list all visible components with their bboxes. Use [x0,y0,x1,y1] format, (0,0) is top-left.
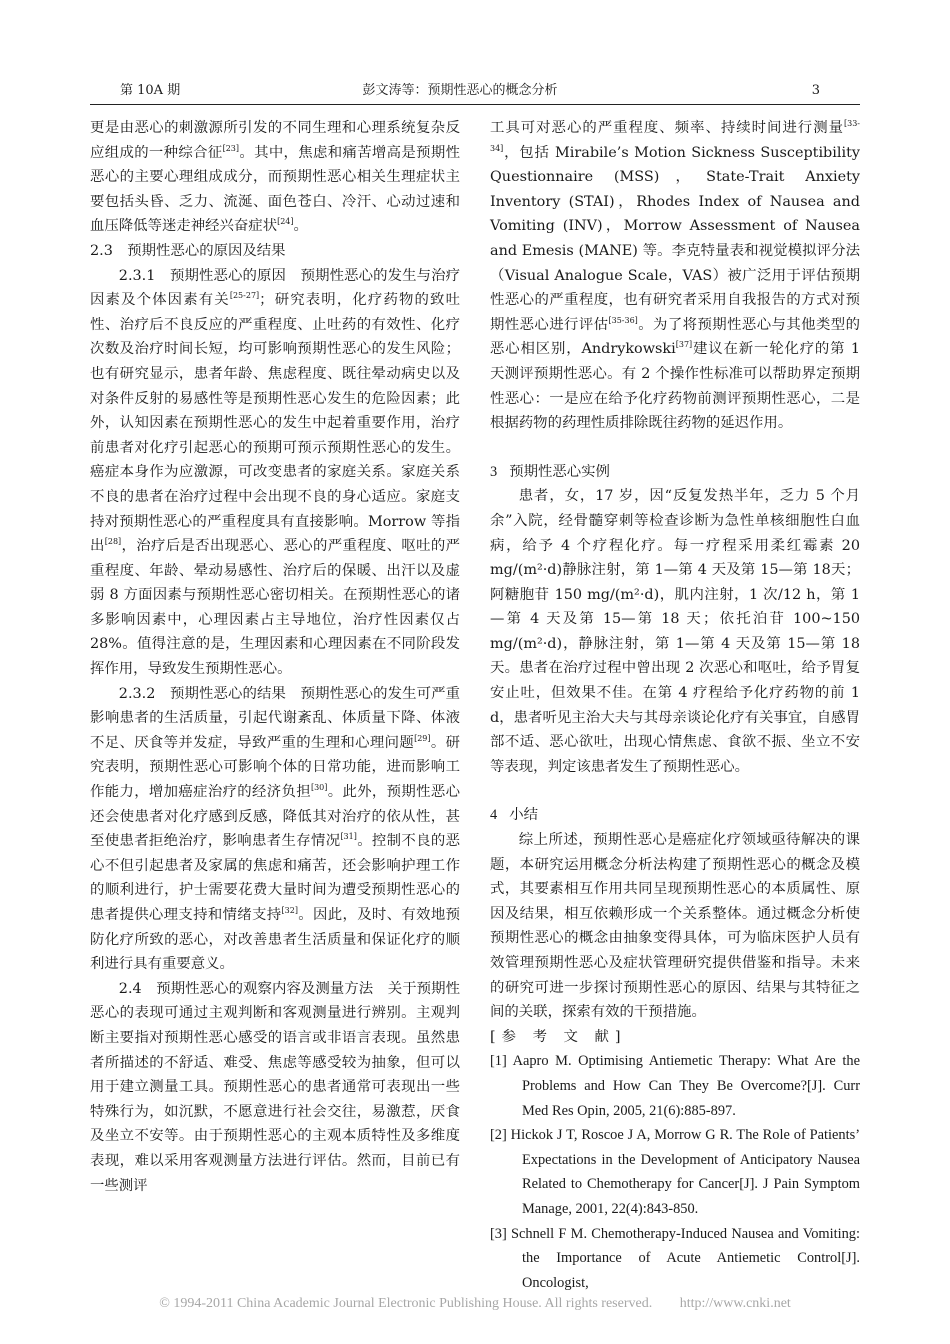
references-title: [参 考 文 献] [490,1028,627,1045]
running-header [90,80,830,102]
reference-item: [2] Hickok J T, Roscoe J A, Morrow G R. The Role of Patients’ Expectations in the Development of Anticipatory Nausea Related to Chemotherapy for Cancer[J]. J Pain Symptom Manage, 2001, 22(4):843-850. [490,1127,860,1217]
paragraph-continued: 更是由恶心的刺激源所引发的不同生理和心理系统复杂反应组成的一种综合征[23]。其中，焦虑和痛苦增高是预期性恶心的主要心理组成成分，而预期性恶心相关生理症状主要包括头昏、乏力、流涎、面色苍白、冷汗、心动过速和血压降低等迷走神经兴奋症状[24]。 [90,120,460,235]
copyright-footer [0,1296,950,1312]
reference-item: [1] Aapro M. Optimising Antiemetic Therapy: What Are the Problems and How Can They Be Overcome?[J]. Curr Med Res Opin, 2005, 21(6):885-897. [490,1053,860,1119]
section-heading-3 [490,460,860,485]
citation-marker: [25-27] [229,291,260,301]
citation-marker: [31] [340,832,357,842]
paragraph-2-3-1: 2.3.1 预期性恶心的原因 预期性恶心的发生与治疗因素及个体因素有关[25-27]；研究表明，化疗药物的致吐性、治疗后不良反应的严重程度、止吐药的有效性、化疗次数及治疗时间长短，均可影响预期性恶心的发生风险；也有研究显示，患者年龄、焦虑程度、既往晕动病史以及对条件反射的易感性等是预期性恶心发生的危险因素；此外，认知因素在预期性恶心的发生中起着重要作用，治疗前患者对化疗引起恶心的预期可预示预期性恶心的发生。癌症本身作为应激源，可改变患者的家庭关系。家庭关系不良的患者在治疗过程中会出现不良的身心适应。家庭支持对预期性恶心的严重程度具有直接影响。Morrow 等指出[28]，治疗后是否出现恶心、恶心的严重程度、呕吐的严重程度、年龄、晕动易感性、治疗后的保暖、出汗以及虚弱 8 方面因素与预期性恶心密切相关。在预期性恶心的诸多影响因素中，心理因素占主导地位，治疗性因素仅占 28%。值得注意的是，生理因素和心理因素在不同阶段发挥作用，导致发生预期性恶心。 [90,267,460,678]
citation-marker: [32] [281,906,298,916]
citation-marker: [37] [675,340,693,350]
citation-marker: [24] [277,217,294,227]
citation-marker: [30] [310,783,328,793]
copyright-text: © 1994-2011 China Academic Journal Electronic Publishing House. All rights reserved. [159,1296,653,1311]
header-rule [90,104,860,105]
section-title-3: 预期性恶心实例 [509,463,610,480]
paragraph-summary: 综上所述，预期性恶心是癌症化疗领域亟待解决的课题，本研究运用概念分析法构建了预期性恶心的概念及模式，其要素相互作用共同呈现预期性恶心的本质属性、原因及结果，相互依赖形成一个关系整体。通过概念分析使预期性恶心的概念由抽象变得具体，可为临床医护人员有效管理预期性恶心及症状管理研究提供借鉴和指导。未来的研究可进一步探讨预期性恶心的原因、结果与其特征之间的关联，探索有效的干预措施。 [490,832,860,1021]
reference-item: [3] Schnell F M. Chemotherapy-Induced Nausea and Vomiting: the Importance of Acute Antiemetic Control[J]. Oncologist, [490,1225,860,1291]
issue-label: 第 10A 期 [120,83,181,98]
right-column [490,116,860,1295]
section-title-4: 小结 [509,807,538,824]
running-title: 彭文涛等：预期性恶心的概念分析 [362,83,558,98]
footer-url[interactable]: http://www.cnki.net [679,1296,791,1311]
citation-marker: [29] [414,734,431,744]
paragraph-2-4: 2.4 预期性恶心的观察内容及测量方法 关于预期性恶心的表现可通过主观判断和客观测量进行辨别。主观判断主要指对预期性恶心感受的语言或非语言表现。虽然患者所描述的不舒适、难受、焦虑等感受较为抽象，但可以用于建立测量工具。预期性恶心的患者通常可表现出一些特殊行为，如沉默，不愿意进行社会交往，易激惹，厌食及坐立不安等。由于预期性恶心的主观本质特性及多维度表现，难以采用客观测量方法进行评估。然而，目前已有一些测评 [90,980,460,1194]
section-heading-4 [490,803,860,828]
paragraph-case: 患者，女，17 岁，因“反复发热半年，乏力 5 个月余”入院，经骨髓穿刺等检查诊断为急性单核细胞性白血病，给予 4 个疗程化疗。每一疗程采用柔红霉素 20 mg/(m²·d)静脉注射，第 1—第 4 天及第 15—第 18天；阿糖胞苷 150 mg/(m²·d)，肌内注射，1 次/12 h，第 1—第 4 天及第 15—第 18 天；依托泊苷 100~150 mg/(m²·d)，静脉注射，第 1—第 4 天及第 15—第 18 天。患者在治疗过程中曾出现 2 次恶心和呕吐，给予胃复安止吐，但效果不佳。在第 4 疗程给予化疗药物的前 1 d，患者听见主治大夫与其母亲谈论化疗有关事宜，自感胃部不适、恶心欲吐，出现心情焦虑、食欲不振、坐立不安等表现，判定该患者发生了预期性恶心。 [490,488,860,775]
section-number-3: 3 [490,463,498,480]
left-column [90,116,460,1198]
section-heading-2-3: 2.3 预期性恶心的原因及结果 [90,242,286,259]
citation-marker: [28] [104,537,122,547]
citation-marker: [35-36] [608,315,638,325]
paragraph-measurement-continued: 工具可对恶心的严重程度、频率、持续时间进行测量[33-34]，包括 Mirabile’s Motion Sickness Susceptibility Questionnaire (MSS)，State-Trait Anxiety Inventory (STAI)，Rhodes Index of Nausea and Vomiting (INV)，Morrow Assessment of Nausea and Emesis (MANE) 等。李克特量表和视觉模拟评分法（Visual Analogue Scale，VAS）被广泛用于评估预期性恶心的严重程度，也有研究者采用自我报告的方式对预期性恶心进行评估[35-36]。为了将预期性恶心与其他类型的恶心相区别，Andrykowski[37]建议在新一轮化疗的第 1 天测评预期性恶心。有 2 个操作性标准可以帮助界定预期性恶心：一是应在给予化疗药物前测评预期性恶心，二是根据药物的药理性质排除既往药物的延迟作用。 [490,119,860,432]
citation-marker: [23] [222,143,240,153]
paragraph-2-3-2: 2.3.2 预期性恶心的结果 预期性恶心的发生可严重影响患者的生活质量，引起代谢紊乱、体质量下降、体液不足、厌食等并发症，导致严重的生理和心理问题[29]。研究表明，预期性恶心可影响个体的日常功能，进而影响工作能力，增加癌症治疗的经济负担[30]。此外，预期性恶心还会使患者对化疗感到反感，降低其对治疗的依从性，甚至使患者拒绝治疗，影响患者生存情况[31]。控制不良的恶心不但引起患者及家属的焦虑和痛苦，还会影响护理工作的顺利进行，护士需要花费大量时间为遭受预期性恶心的患者提供心理支持和情绪支持[32]。因此，及时、有效地预防化疗所致的恶心，对改善患者生活质量和保证化疗的顺利进行具有重要意义。 [90,685,460,973]
section-number-4: 4 [490,807,498,824]
citation-marker: [33-34] [490,119,860,153]
page-number: 3 [811,83,820,98]
